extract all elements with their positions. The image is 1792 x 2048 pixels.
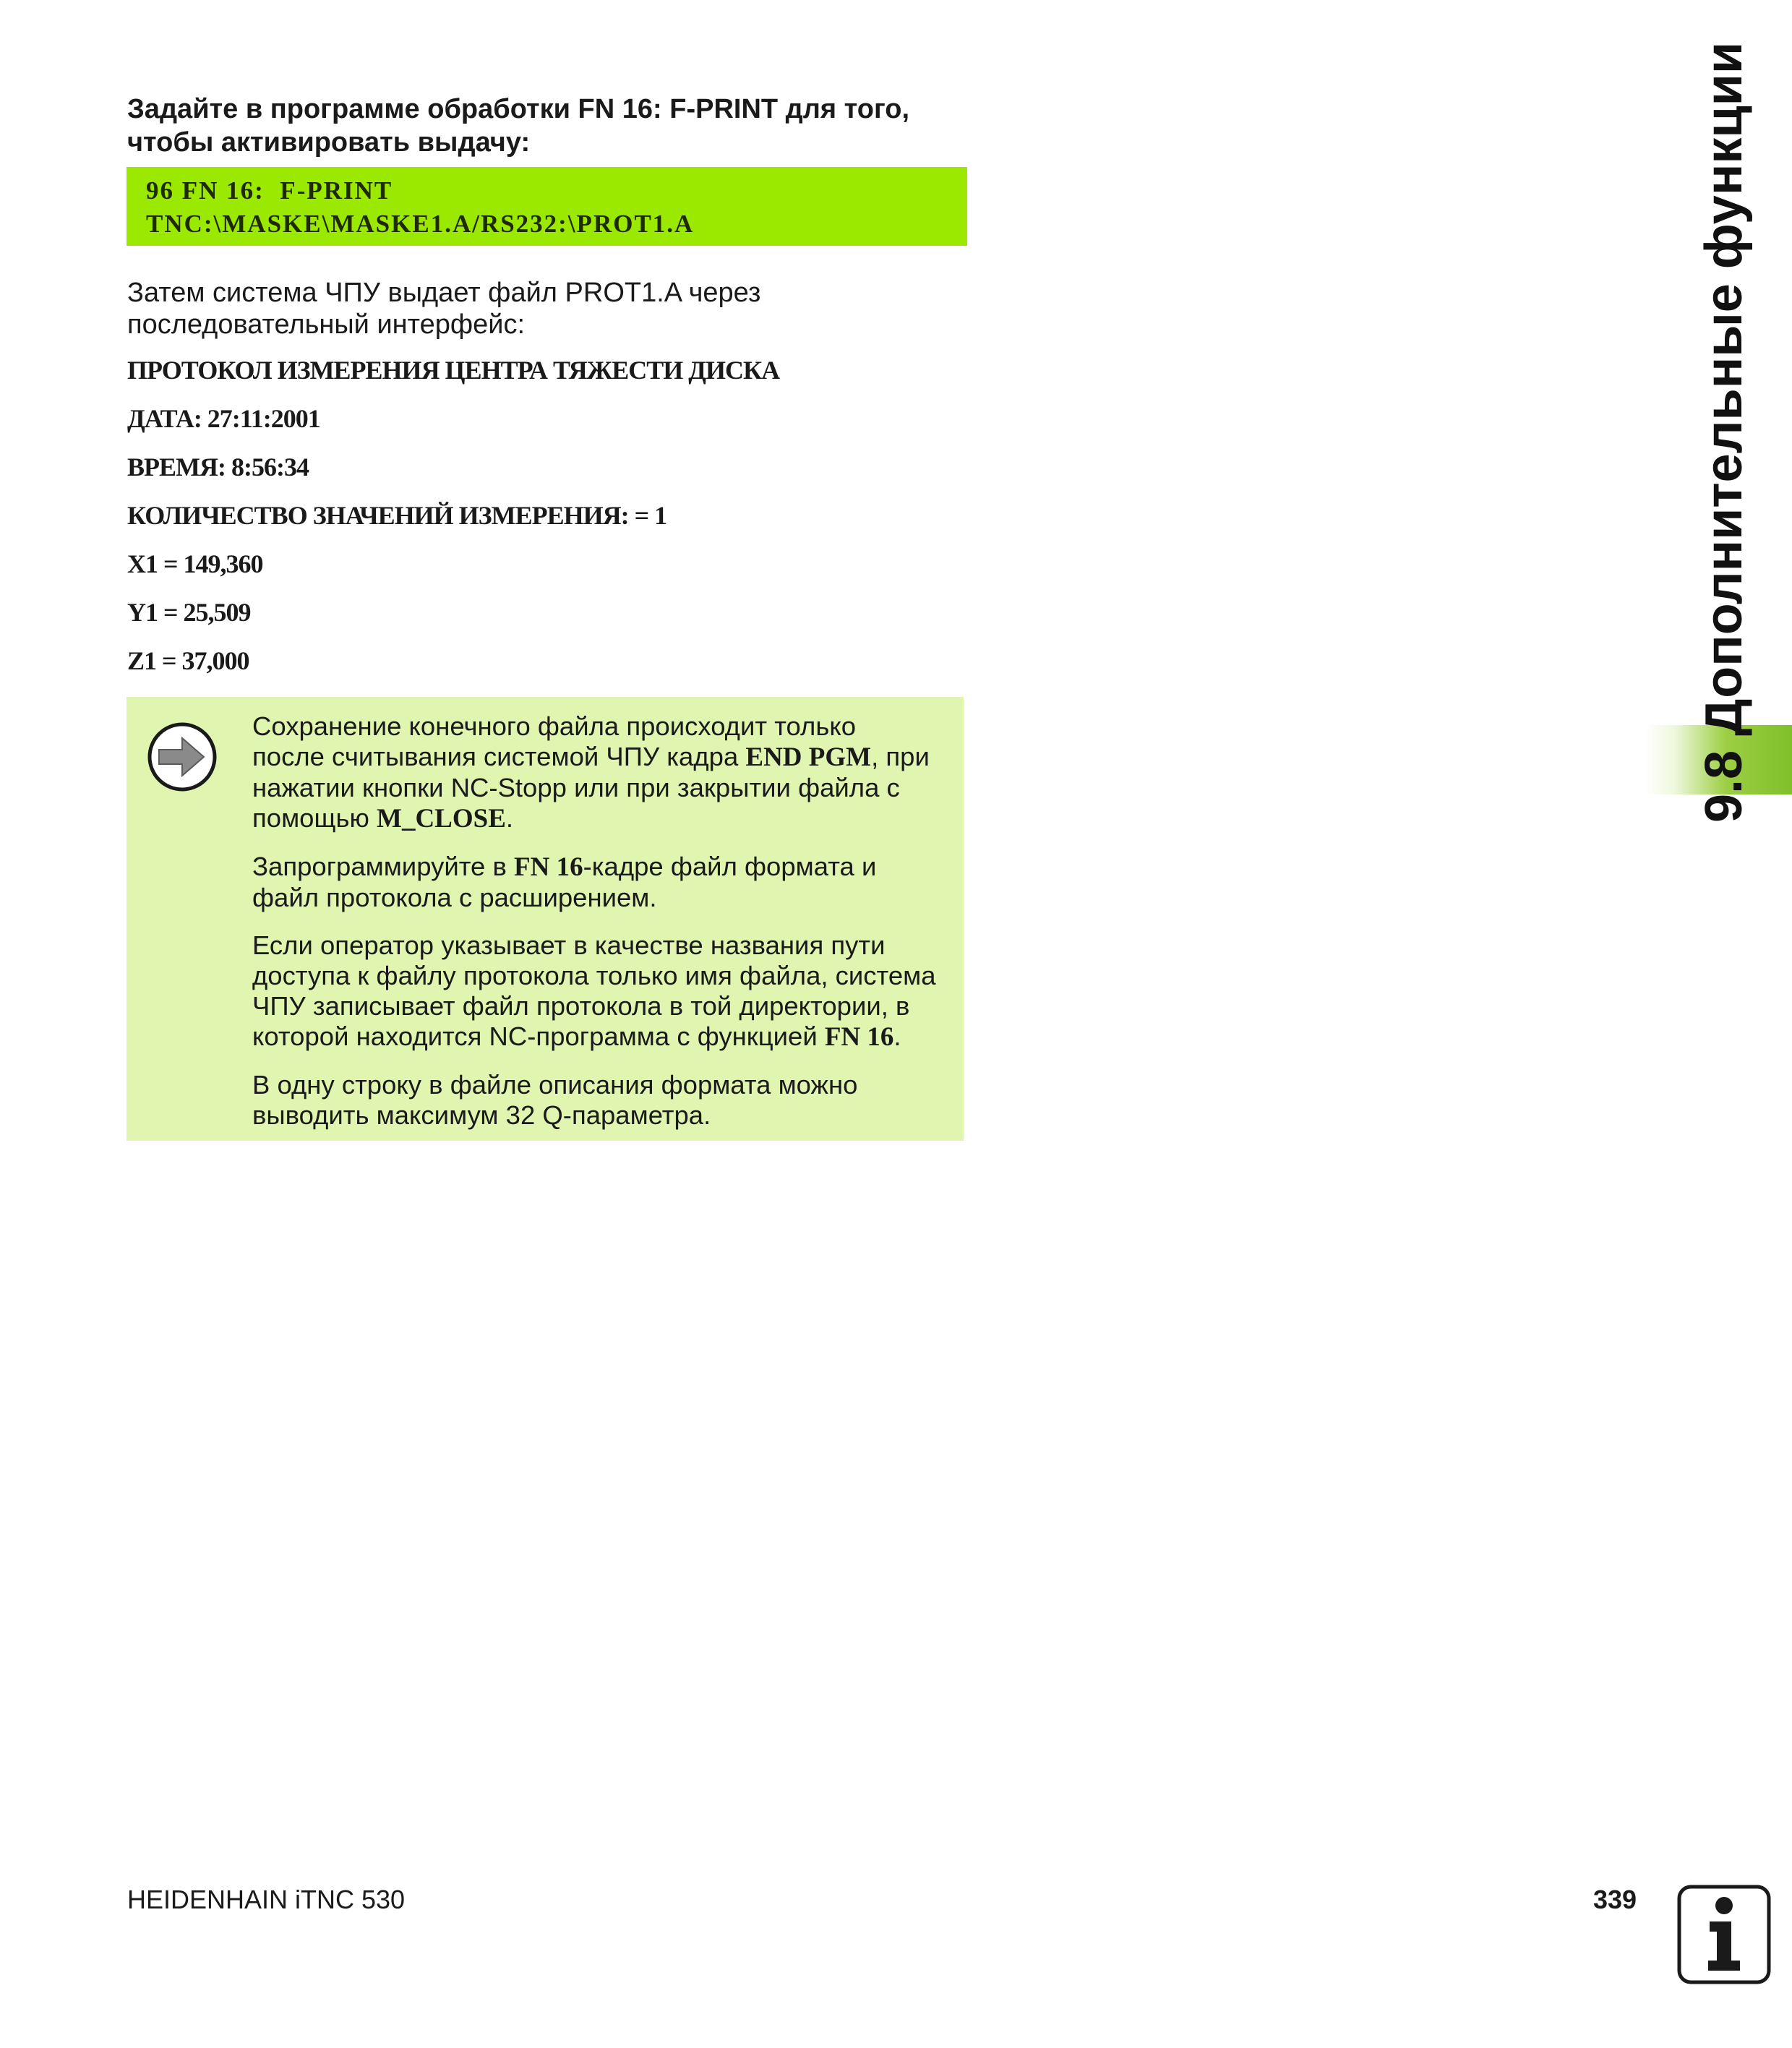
report-z1: Z1 = 37,000: [127, 646, 249, 675]
arrow-right-icon: [146, 721, 218, 793]
output-description: [127, 277, 966, 340]
note-text: -кадре файл формата и: [583, 852, 877, 881]
note-text: В одну строку в файле описания формата можно: [252, 1070, 858, 1100]
note-paragraph-3: [252, 930, 946, 1053]
note-text: нажатии кнопки NC-Stopp или при закрытии файла с: [252, 773, 900, 802]
intro-line-2: чтобы активировать выдачу:: [127, 127, 531, 158]
code-line-1: 96 FN 16: F-PRINT: [146, 176, 393, 205]
output-line-2: последовательный интерфейс:: [127, 309, 526, 340]
note-text: после считывания системой ЧПУ кадра: [252, 742, 746, 771]
note-text: Если оператор указывает в качестве названия пути: [252, 930, 886, 960]
note-text: .: [505, 803, 514, 833]
report-title: ПРОТОКОЛ ИЗМЕРЕНИЯ ЦЕНТРА ТЯЖЕСТИ ДИСКА: [127, 356, 780, 385]
note-text: помощью: [252, 803, 377, 833]
report-y1: Y1 = 25,509: [127, 598, 251, 627]
footer-product: HEIDENHAIN iTNC 530: [127, 1885, 406, 1914]
note-content: [252, 711, 946, 1148]
note-keyword-fn16: FN 16: [514, 852, 583, 882]
note-keyword-m-close: M_CLOSE: [377, 804, 506, 834]
page-number: 339: [1593, 1885, 1637, 1914]
report-time: ВРЕМЯ: 8:56:34: [127, 453, 309, 481]
intro-line-1: Задайте в программе обработки FN 16: F-PRINT для того,: [127, 94, 910, 124]
note-text: доступа к файлу протокола только имя файла, система: [252, 961, 936, 990]
note-text: , при: [871, 742, 930, 771]
code-line-2: TNC:\MASKE\MASKE1.A/RS232:\PROT1.A: [146, 210, 695, 238]
note-box: [127, 697, 964, 1141]
note-paragraph-1: [252, 711, 946, 834]
note-text: ЧПУ записывает файл протокола в той директории, в: [252, 991, 910, 1021]
note-text: которой находится NC-программа с функцией: [252, 1021, 825, 1051]
report-x1: X1 = 149,360: [127, 549, 263, 578]
note-paragraph-4: [252, 1070, 946, 1131]
note-text: Сохранение конечного файла происходит только: [252, 711, 857, 741]
section-title: 9.8 Дополнительные функции: [1695, 41, 1753, 823]
code-block: [127, 167, 967, 246]
note-paragraph-2: [252, 852, 946, 913]
note-text: .: [893, 1021, 901, 1051]
note-text: выводить максимум 32 Q-параметра.: [252, 1100, 711, 1130]
note-text: Запрограммируйте в: [252, 852, 515, 881]
intro-text: [127, 93, 966, 159]
report-count: КОЛИЧЕСТВО ЗНАЧЕНИЙ ИЗМЕРЕНИЯ: = 1: [127, 501, 667, 530]
note-text: файл протокола с расширением.: [252, 883, 657, 912]
info-icon: [1676, 1884, 1772, 1985]
note-keyword-fn16: FN 16: [824, 1022, 894, 1052]
report-date: ДАТА: 27:11:2001: [127, 404, 320, 433]
note-keyword-end-pgm: END PGM: [745, 742, 872, 772]
output-line-1: Затем система ЧПУ выдает файл PROT1.A через: [127, 278, 761, 308]
protocol-report: [127, 354, 966, 693]
